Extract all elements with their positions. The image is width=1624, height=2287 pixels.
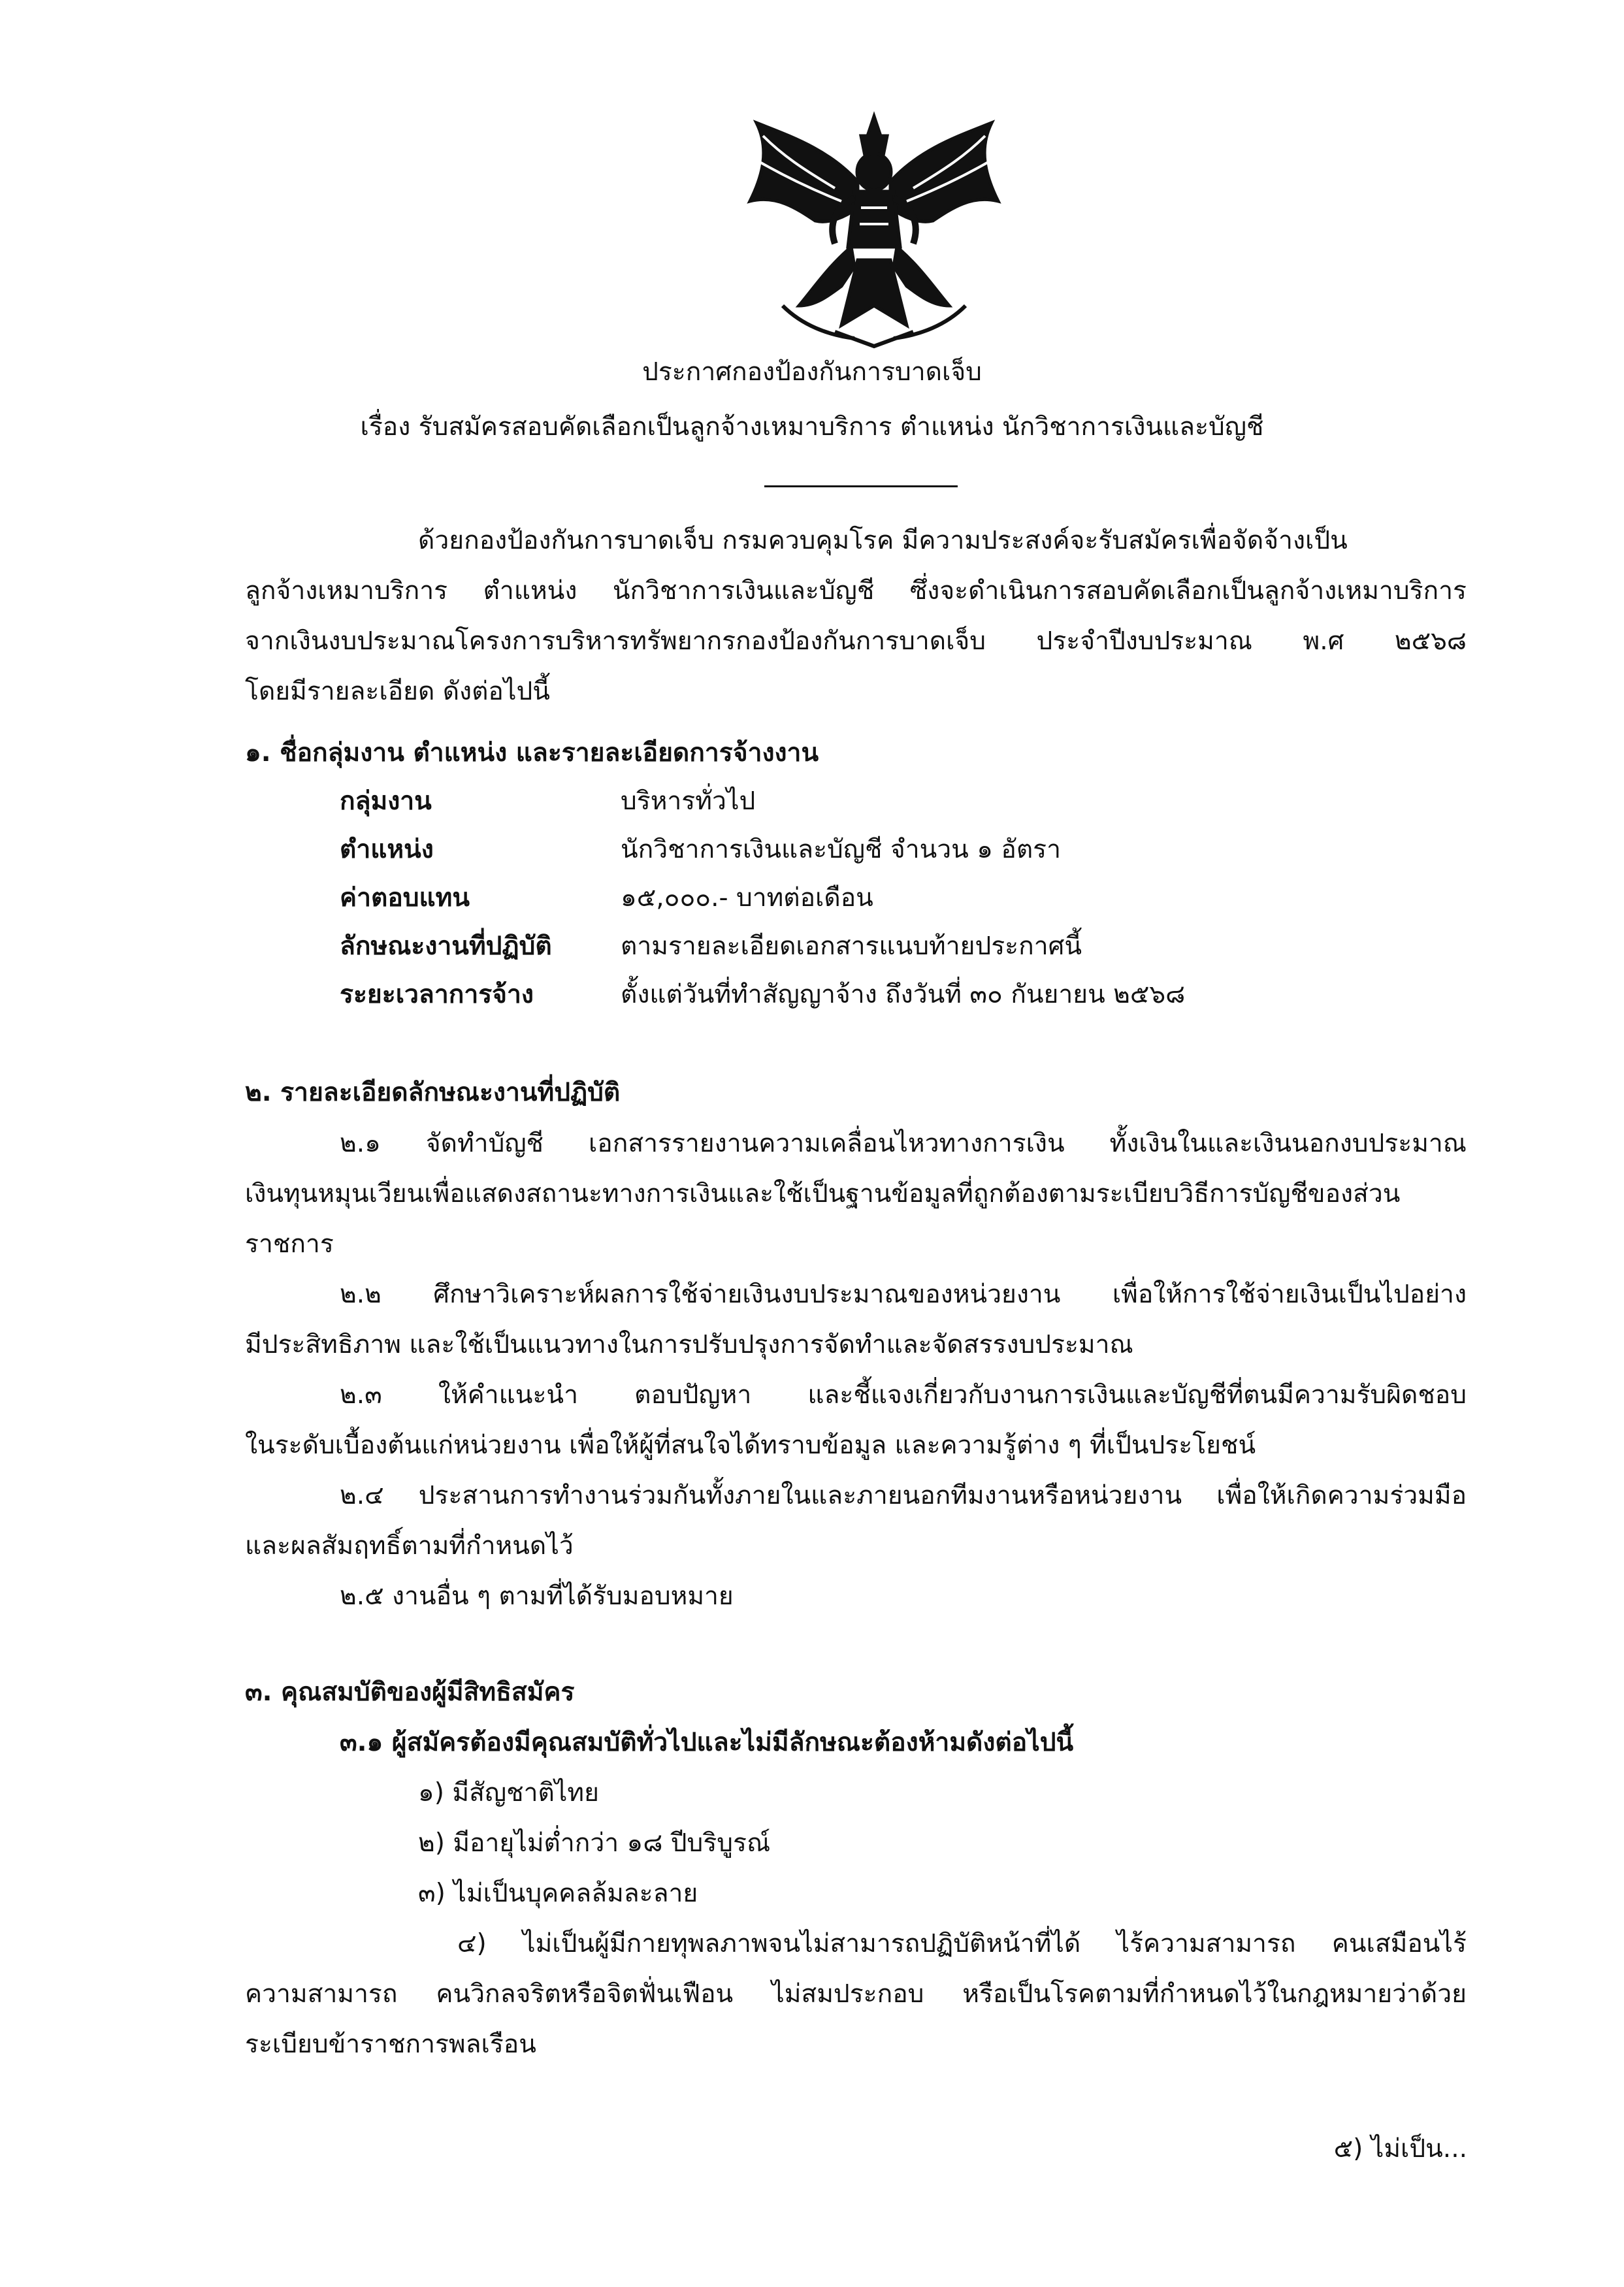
value-employment-period: ตั้งแต่วันที่ทำสัญญาจ้าง ถึงวันที่ ๓๐ กันยายน ๒๕๖๘ [621,980,1186,1009]
value-job-nature: ตามรายละเอียดเอกสารแนบท้ายประกาศนี้ [621,932,1082,961]
label-employment-period: ระยะเวลาการจ้าง [340,980,534,1009]
item-2-4-line-1: ๒.๔ ประสานการทำงานร่วมกันทั้งภายในและภายนอกทีมงานหรือหน่วยงาน เพื่อให้เกิดความร่วมมือ [340,1481,1467,1510]
item-2-1-line-3: ราชการ [245,1229,334,1259]
intro-line-1: ด้วยกองป้องกันการบาดเจ็บ กรมควบคุมโรค มีความประสงค์จะรับสมัครเพื่อจัดจ้างเป็น [418,526,1348,555]
page-continuation: ๕) ไม่เป็น... [1333,2134,1467,2164]
qualification-3: ๓) ไม่เป็นบุคคลล้มละลาย [418,1879,698,1908]
qualification-2: ๒) มีอายุไม่ต่ำกว่า ๑๘ ปีบริบูรณ์ [418,1828,771,1858]
label-compensation: ค่าตอบแทน [340,883,470,913]
qualification-4-line-2: ความสามารถ คนวิกลจริตหรือจิตฟั่นเฟือน ไม่สมประกอบ หรือเป็นโรคตามที่กำหนดไว้ในกฎหมายว่าด้วย [245,1979,1467,2009]
item-2-1-line-1: ๒.๑ จัดทำบัญชี เอกสารรายงานความเคลื่อนไหวทางการเงิน ทั้งเงินในและเงินนอกงบประมาณ [340,1129,1467,1158]
section-3-1-heading: ๓.๑ ผู้สมัครต้องมีคุณสมบัติทั่วไปและไม่มีลักษณะต้องห้ามดังต่อไปนี้ [340,1728,1074,1757]
announcement-subject: เรื่อง รับสมัครสอบคัดเลือกเป็นลูกจ้างเหมาบริการ ตำแหน่ง นักวิชาการเงินและบัญชี [360,412,1264,442]
label-work-group: กลุ่มงาน [340,787,432,816]
announcement-title: ประกาศกองป้องกันการบาดเจ็บ [642,357,982,387]
section-3-heading: ๓. คุณสมบัติของผู้มีสิทธิสมัคร [245,1678,575,1707]
value-compensation: ๑๕,๐๐๐.- บาทต่อเดือน [621,883,873,913]
qualification-4-line-3: ระเบียบข้าราชการพลเรือน [245,2030,536,2059]
intro-line-3: จากเงินงบประมาณโครงการบริหารทรัพยากรกองป้องกันการบาดเจ็บ ประจำปีงบประมาณ พ.ศ ๒๕๖๘ [245,626,1467,656]
value-work-group: บริหารทั่วไป [621,787,756,816]
intro-line-2: ลูกจ้างเหมาบริการ ตำแหน่ง นักวิชาการเงินและบัญชี ซึ่งจะดำเนินการสอบคัดเลือกเป็นลูกจ้างเหมาบริการ [245,576,1467,606]
intro-line-4: โดยมีรายละเอียด ดังต่อไปนี้ [245,677,550,706]
value-position: นักวิชาการเงินและบัญชี จำนวน ๑ อัตรา [621,835,1061,864]
item-2-5-line-1: ๒.๕ งานอื่น ๆ ตามที่ได้รับมอบหมาย [340,1581,734,1611]
item-2-2-line-2: มีประสิทธิภาพ และใช้เป็นแนวทางในการปรับปรุงการจัดทำและจัดสรรงบประมาณ [245,1330,1133,1359]
item-2-3-line-1: ๒.๓ ให้คำแนะนำ ตอบปัญหา และชี้แจงเกี่ยวกับงานการเงินและบัญชีที่ตนมีความรับผิดชอบ [340,1380,1467,1410]
item-2-2-line-1: ๒.๒ ศึกษาวิเคราะห์ผลการใช้จ่ายเงินงบประมาณของหน่วยงาน เพื่อให้การใช้จ่ายเงินเป็นไปอย่าง [340,1280,1467,1309]
section-1-heading: ๑. ชื่อกลุ่มงาน ตำแหน่ง และรายละเอียดการจ้างงาน [245,738,819,768]
section-2-heading: ๒. รายละเอียดลักษณะงานที่ปฏิบัติ [245,1078,621,1107]
header-divider [764,485,958,487]
item-2-1-line-2: เงินทุนหมุนเวียนเพื่อแสดงสถานะทางการเงินและใช้เป็นฐานข้อมูลที่ถูกต้องตามระเบียบวิธีการบัญชีของส่วน [245,1179,1401,1208]
label-job-nature: ลักษณะงานที่ปฏิบัติ [340,932,552,961]
garuda-emblem [737,110,1011,351]
item-2-4-line-2: และผลสัมฤทธิ์ตามที่กำหนดไว้ [245,1531,574,1561]
qualification-4-line-1: ๔) ไม่เป็นผู้มีกายทุพลภาพจนไม่สามารถปฏิบัติหน้าที่ได้ ไร้ความสามารถ คนเสมือนไร้ [457,1929,1467,1958]
label-position: ตำแหน่ง [340,835,434,864]
qualification-1: ๑) มีสัญชาติไทย [418,1778,599,1808]
item-2-3-line-2: ในระดับเบื้องต้นแก่หน่วยงาน เพื่อให้ผู้ที่สนใจได้ทราบข้อมูล และความรู้ต่าง ๆ ที่เป็นประโยชน์ [245,1431,1256,1460]
